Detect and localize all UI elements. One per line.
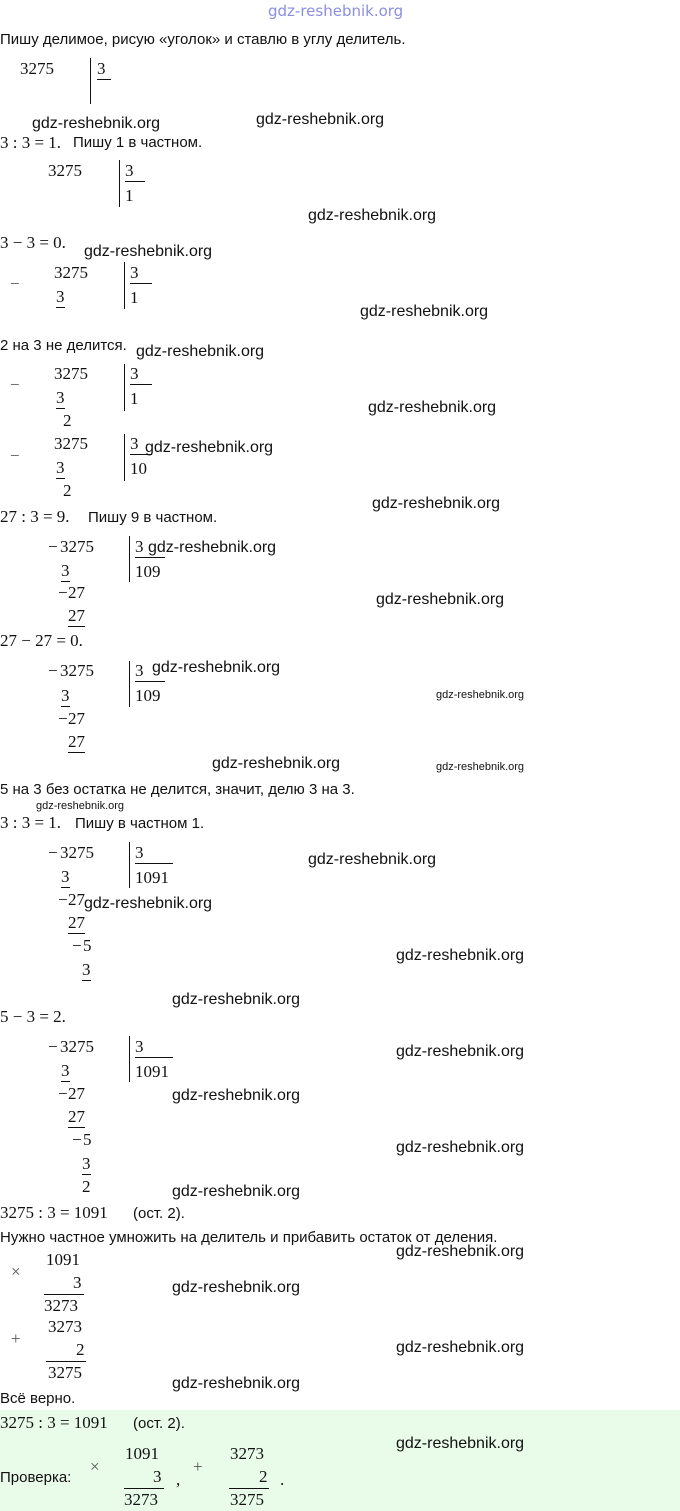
dividend: 3275: [20, 59, 54, 78]
watermark: gdz-reshebnik.org: [136, 343, 265, 360]
watermark: gdz-reshebnik.org: [396, 1243, 525, 1260]
multiplier: 3: [73, 1273, 82, 1292]
multiplier: 3: [153, 1467, 162, 1486]
minus-sign: −: [48, 661, 58, 680]
partial-dividend: 27: [68, 890, 85, 909]
check-text: Нужно частное умножить на делитель и прибавить остаток от деления.: [0, 1229, 498, 1246]
watermark: gdz-reshebnik.org: [376, 591, 505, 608]
division-corner: [124, 262, 125, 309]
watermark: gdz-reshebnik.org: [172, 991, 301, 1008]
watermark: gdz-reshebnik.org: [308, 207, 437, 224]
divisor: 3: [135, 1037, 173, 1058]
divisor: 3: [130, 263, 152, 284]
minus-sign: −: [10, 375, 20, 394]
division-corner: [90, 58, 91, 104]
subtrahend: 3: [56, 287, 65, 306]
watermark: gdz-reshebnik.org: [368, 399, 497, 416]
quotient: 1091: [135, 868, 169, 887]
site-logo[interactable]: gdz-reshebnik.org: [268, 2, 404, 20]
subtrahend: 3: [61, 686, 70, 705]
step-text: Пишу в частном 1.: [75, 815, 205, 832]
step-equation: 3 : 3 = 1.: [0, 133, 62, 152]
minus-sign: −: [58, 1084, 68, 1103]
divisor: 3: [130, 364, 152, 385]
step-text: 2 на 3 не делится.: [0, 337, 127, 354]
watermark: gdz-reshebnik.org: [84, 243, 213, 260]
minus-sign: −: [48, 843, 58, 862]
watermark: gdz-reshebnik.org: [396, 1339, 525, 1356]
subtrahend: 3: [56, 458, 65, 477]
answer-remainder: (ост. 2).: [133, 1415, 185, 1432]
subtrahend: 3: [82, 1154, 91, 1173]
dividend: 3275: [54, 263, 88, 282]
minus-sign: −: [72, 1130, 82, 1149]
remainder: 2: [63, 411, 72, 430]
partial-dividend: 27: [68, 583, 85, 602]
watermark: gdz-reshebnik.org: [396, 1043, 525, 1060]
product: 3273: [44, 1296, 78, 1315]
divisor: 3: [97, 59, 111, 80]
product: 3273: [124, 1490, 158, 1509]
subtrahend: 3: [82, 960, 91, 979]
period: .: [280, 1470, 285, 1489]
division-corner: [119, 160, 120, 207]
step-equation: 27 − 27 = 0.: [0, 631, 83, 650]
quotient: 109: [135, 686, 161, 705]
column-line: [44, 1294, 84, 1295]
watermark: gdz-reshebnik.org: [152, 659, 281, 676]
watermark: gdz-reshebnik.org: [84, 895, 213, 912]
minus-sign: −: [72, 936, 82, 955]
multiplicand: 1091: [46, 1250, 80, 1269]
step-text: 5 на 3 без остатка не делится, значит, делю 3 на 3.: [0, 781, 355, 798]
dividend: 3275: [54, 434, 88, 453]
step-text: Пишу 9 в частном.: [88, 509, 218, 526]
check-label: Проверка:: [0, 1469, 72, 1486]
watermark: gdz-reshebnik.org: [396, 1435, 525, 1452]
addend: 3273: [230, 1444, 264, 1463]
comma: ,: [176, 1470, 181, 1489]
column-line: [46, 1361, 86, 1362]
column-line: [124, 1488, 164, 1489]
dividend: 3275: [48, 161, 82, 180]
division-corner: [129, 1036, 130, 1082]
times-sign: ×: [11, 1262, 21, 1281]
quotient: 1091: [135, 1062, 169, 1081]
division-corner: [124, 364, 125, 411]
dividend: 3275: [60, 537, 94, 556]
watermark: gdz-reshebnik.org: [32, 115, 161, 132]
column-line: [229, 1488, 269, 1489]
partial-dividend: 27: [68, 1084, 85, 1103]
divisor: 3: [135, 537, 165, 558]
step-equation: 27 : 3 = 9.: [0, 507, 70, 526]
division-corner: [124, 434, 125, 481]
result-equation: 3275 : 3 = 1091: [0, 1203, 108, 1222]
minus-sign: −: [58, 583, 68, 602]
partial-dividend: 5: [83, 936, 92, 955]
quotient: 1: [130, 288, 139, 307]
subtrahend: 3: [61, 561, 70, 580]
watermark: gdz-reshebnik.org: [172, 1087, 301, 1104]
step-equation: 5 − 3 = 2.: [0, 1007, 66, 1026]
minus-sign: −: [48, 1037, 58, 1056]
addend: 3273: [48, 1317, 82, 1336]
addend: 2: [259, 1467, 268, 1486]
step-equation: 3 : 3 = 1.: [0, 813, 62, 832]
minus-sign: −: [10, 274, 20, 293]
divisor: 3: [130, 434, 152, 455]
subtrahend: 27: [68, 606, 85, 625]
plus-sign: +: [11, 1329, 21, 1348]
partial-dividend: 27: [68, 709, 85, 728]
quotient: 1: [125, 186, 134, 205]
sum: 3275: [230, 1490, 264, 1509]
minus-sign: −: [58, 709, 68, 728]
watermark: gdz-reshebnik.org: [172, 1183, 301, 1200]
step-text: Пишу 1 в частном.: [73, 134, 203, 151]
watermark: gdz-reshebnik.org: [148, 539, 277, 556]
answer-equation: 3275 : 3 = 1091: [0, 1413, 108, 1432]
subtrahend: 3: [56, 388, 65, 407]
times-sign: ×: [90, 1457, 100, 1476]
subtrahend: 27: [68, 1107, 85, 1126]
subtrahend: 3: [61, 867, 70, 886]
quotient: 10: [130, 459, 147, 478]
step-equation: 3 − 3 = 0.: [0, 233, 66, 252]
plus-sign: +: [193, 1457, 203, 1476]
watermark: gdz-reshebnik.org: [256, 111, 385, 128]
result-remainder: (ост. 2).: [133, 1205, 185, 1222]
watermark: gdz-reshebnik.org: [396, 1139, 525, 1156]
watermark: gdz-reshebnik.org: [436, 689, 525, 701]
watermark: gdz-reshebnik.org: [212, 755, 341, 772]
minus-sign: −: [10, 446, 20, 465]
minus-sign: −: [58, 890, 68, 909]
quotient: 1: [130, 389, 139, 408]
division-corner: [129, 842, 130, 888]
dividend: 3275: [60, 1037, 94, 1056]
watermark: gdz-reshebnik.org: [360, 303, 489, 320]
watermark: gdz-reshebnik.org: [36, 800, 125, 812]
division-corner: [129, 536, 130, 582]
division-corner: [129, 661, 130, 707]
subtrahend: 3: [61, 1061, 70, 1080]
partial-dividend: 5: [83, 1130, 92, 1149]
watermark: gdz-reshebnik.org: [436, 761, 525, 773]
remainder: 2: [63, 481, 72, 500]
watermark: gdz-reshebnik.org: [308, 851, 437, 868]
minus-sign: −: [48, 537, 58, 556]
watermark: gdz-reshebnik.org: [145, 439, 274, 456]
remainder: 2: [82, 1177, 91, 1196]
sum: 3275: [48, 1363, 82, 1382]
subtrahend: 27: [68, 913, 85, 932]
divisor: 3: [135, 661, 165, 682]
addend: 2: [76, 1340, 85, 1359]
quotient: 109: [135, 562, 161, 581]
divisor: 3: [135, 843, 173, 864]
watermark: gdz-reshebnik.org: [172, 1375, 301, 1392]
watermark: gdz-reshebnik.org: [396, 947, 525, 964]
watermark: gdz-reshebnik.org: [172, 1279, 301, 1296]
dividend: 3275: [54, 364, 88, 383]
intro-text: Пишу делимое, рисую «уголок» и ставлю в углу делитель.: [0, 31, 406, 48]
all-correct-text: Всё верно.: [0, 1390, 76, 1407]
multiplicand: 1091: [125, 1444, 159, 1463]
subtrahend: 27: [68, 732, 85, 751]
watermark: gdz-reshebnik.org: [372, 495, 501, 512]
divisor: 3: [125, 161, 145, 182]
dividend: 3275: [60, 843, 94, 862]
dividend: 3275: [60, 661, 94, 680]
